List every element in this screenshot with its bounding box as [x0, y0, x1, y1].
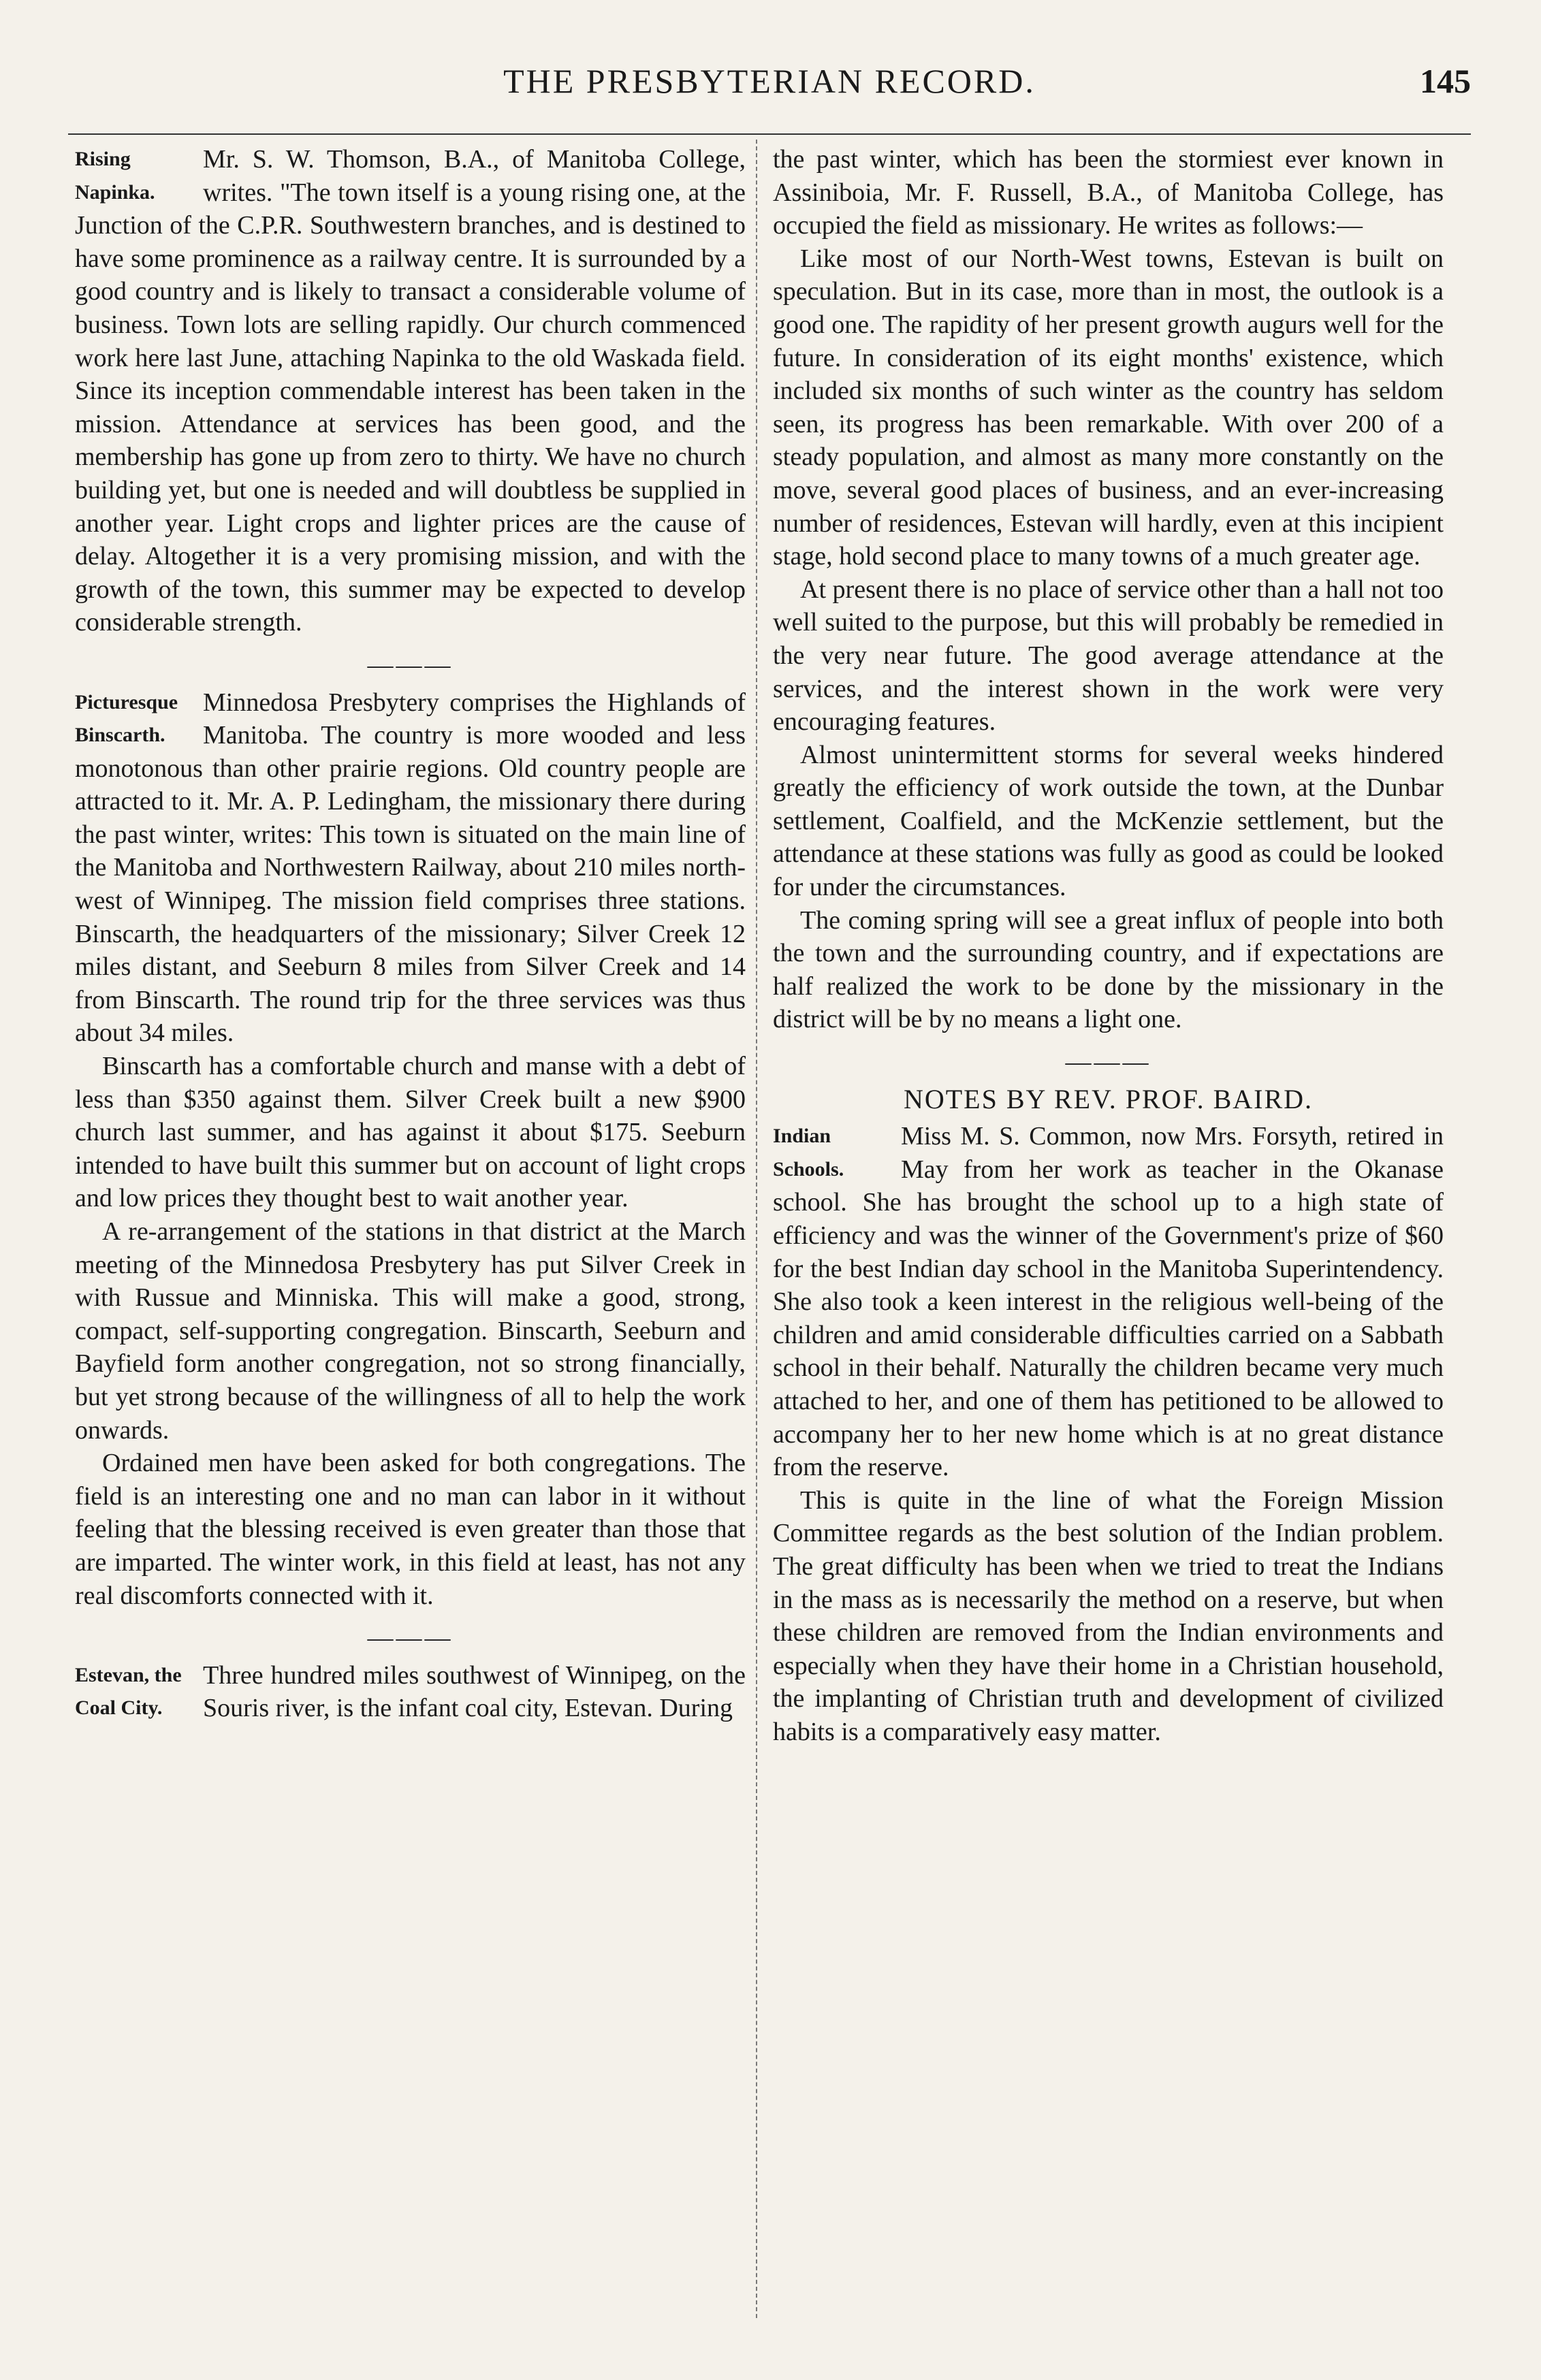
sidehead-binscarth: Picturesque Binscarth.	[75, 690, 178, 747]
sidehead-estevan: Estevan, the Coal City.	[75, 1663, 182, 1720]
section-indian-schools	[773, 1120, 1444, 1748]
paragraph: A re-arrangement of the stations in that district at the March meeting of the Minnedosa Presbytery has put Silver Creek in with Russue and Minniska. This will make a good, strong, compact, self-supporting congregation. Binscarth, Seeburn and Bayfield form another congregation, not so strong financially, but yet strong because of the willingness of all to help the work onwards.	[75, 1217, 746, 1445]
section-rising-napinka	[75, 143, 746, 639]
header-rule	[68, 133, 1471, 135]
paragraph: Mr. S. W. Thomson, B.A., of Manitoba College, writes. "The town itself is a young rising one, at the Junction of the C.P.R. Southwestern branches, and is destined to have some prominence as a railway centre. It is surrounded by a good country and is likely to transact a considerable volume of business. Town lots are selling rapidly. Our church commenced work here last June, attaching Napinka to the old Waskada field. Since its inception commendable interest has been taken in the mission. Attendance at services has been good, and the membership has gone up from zero to thirty. We have no church building yet, but one is needed and will doubtless be supplied in another year. Light crops and lighter prices are the cause of delay. Altogether it is a very promising mission, and with the growth of the town, this summer may be expected to develop considerable strength.	[75, 145, 746, 637]
paragraph: Minnedosa Presbytery comprises the Highlands of Manitoba. The country is more wooded and less monotonous than other prairie regions. Old country people are attracted to it. Mr. A. P. Ledingham, the missionary there during the past winter, writes: This town is situated on the main line of the Manitoba and Northwestern Railway, about 210 miles north-west of Winnipeg. The mission field comprises three stations. Binscarth, the headquarters of the missionary; Silver Creek 12 miles distant, and Seeburn 8 miles from Silver Creek and 14 from Binscarth. The round trip for the three services was thus about 34 miles.	[75, 688, 746, 1048]
section-separator: ———	[1065, 1048, 1151, 1077]
running-title: THE PRESBYTERIAN RECORD.	[503, 62, 1036, 100]
sidehead-indian-schools: Indian Schools.	[773, 1125, 844, 1180]
notes-heading: NOTES BY REV. PROF. BAIRD.	[903, 1083, 1314, 1114]
page-header	[68, 61, 1471, 116]
paragraph: the past winter, which has been the stormiest ever known in Assiniboia, Mr. F. Russell, B.A., of Manitoba College, has occupied the field as missionary. He writes as follows:—	[773, 145, 1444, 240]
paragraph: Like most of our North-West towns, Estevan is built on speculation. But in its case, more than in most, the outlook is a good one. The rapidity of her present growth augurs well for the future. In consideration of its eight months' existence, which included six months of such winter as the country has seldom seen, its progress has been remarkable. With over 200 of a steady population, and almost as many more constantly on the move, several good places of business, and an ever-increasing number of residences, Estevan will hardly, even at this incipient stage, hold second place to many towns of a much greater age.	[773, 244, 1444, 571]
paragraph: Almost unintermittent storms for several weeks hindered greatly the efficiency of work outside the town, at the Dunbar settlement, Coalfield, and the McKenzie settlement, but the attendance at these stations was fully as good as could be looked for under the circumstances.	[773, 740, 1444, 902]
column-divider	[756, 140, 757, 2318]
left-column	[75, 143, 746, 1725]
paragraph: Ordained men have been asked for both congregations. The field is an interesting one and no man can labor in it without feeling that the blessing received is even greater than those that are imparted. The winter work, in this field at least, has not any real discomforts connected with it.	[75, 1449, 746, 1610]
paragraph: Binscarth has a comfortable church and manse with a debt of less than $350 against them. Silver Creek built a new $900 church last summer, and has against it about $175. Seeburn intended to have built this summer but on account of light crops and low prices they thought best to wait another year.	[75, 1052, 746, 1213]
paragraph: Miss M. S. Common, now Mrs. Forsyth, retired in May from her work as teacher in the Okanase school. She has brought the school up to a high state of efficiency and was the winner of the Government's prize of $60 for the best Indian day school in the Manitoba Superintendency. She also took a keen interest in the religious well-being of the children and amid considerable difficulties carried on a Sabbath school in their behalf. Naturally the children became very much attached to her, and one of them has petitioned to be allowed to accompany her to her new home which is at no great distance from the reserve.	[773, 1122, 1444, 1482]
section-separator: ———	[367, 1624, 454, 1653]
section-estevan	[75, 1659, 746, 1725]
paragraph: At present there is no place of service other than a hall not too well suited to the purpose, but this will probably be remedied in the very near future. The good average attendance at the services, and the interest shown in the work were very encouraging features.	[773, 575, 1444, 737]
paragraph: Three hundred miles southwest of Winnipeg, on the Souris river, is the infant coal city, Estevan. During	[203, 1660, 746, 1723]
section-binscarth	[75, 686, 746, 1613]
paragraph: This is quite in the line of what the Foreign Mission Committee regards as the best solution of the Indian problem. The great difficulty has been when we tried to treat the Indians in the mass as is necessarily the method on a reserve, but when these children are removed from the Indian environments and especially when they have their home in a Christian household, the implanting of Christian truth and development of civilized habits is a comparatively easy matter.	[773, 1485, 1444, 1746]
paragraph: The coming spring will see a great influx of people into both the town and the surrounding country, and if expectations are half realized the work to be done by the missionary in the district will be by no means a light one.	[773, 905, 1444, 1034]
right-column	[773, 143, 1444, 1749]
sidehead-rising-napinka: Rising Napinka.	[75, 148, 155, 204]
section-separator: ———	[367, 650, 454, 679]
page-number: 145	[1420, 62, 1471, 100]
